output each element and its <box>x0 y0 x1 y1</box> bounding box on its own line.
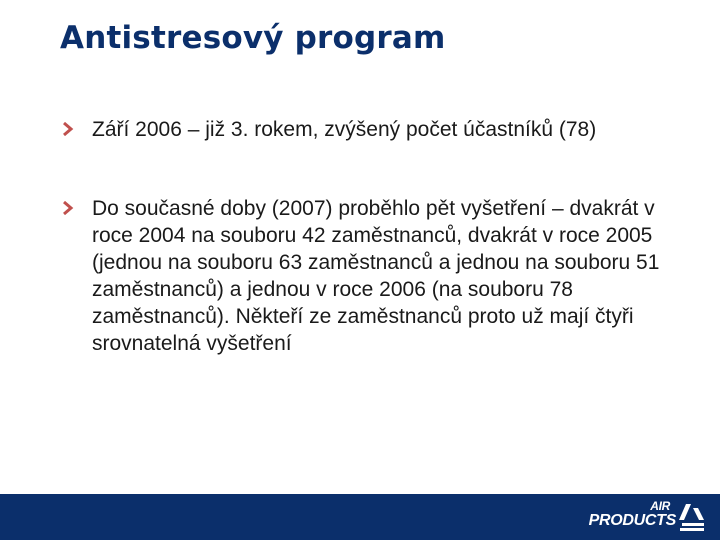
logo-text-products: PRODUCTS <box>588 512 676 529</box>
logo-text-air: AIR <box>650 499 670 513</box>
chevron-right-icon <box>62 122 74 136</box>
bullet-text: Do současné doby (2007) proběhlo pět vyšetření – dvakrát v roce 2004 na souboru 42 zaměstnanců, dvakrát v roce 2005 (jednou na souboru 63 zaměstnanců a jednou na souboru 51 zaměstnanců) a jednou v roce 2006 (na souboru 78 zaměstnanců). Někteří ze zaměstnanců proto už mají čtyři srovnatelná vyšetření <box>92 197 660 355</box>
footer-bar <box>0 494 720 540</box>
logo-mark-icon <box>676 502 706 534</box>
chevron-right-icon <box>62 201 74 215</box>
bullet-list <box>62 116 662 357</box>
slide-title: Antistresový program <box>60 20 446 56</box>
air-products-logo <box>582 498 706 536</box>
bullet-item <box>62 116 662 143</box>
bullet-text: Září 2006 – již 3. rokem, zvýšený počet účastníků (78) <box>92 118 597 141</box>
bullet-item <box>62 195 662 357</box>
